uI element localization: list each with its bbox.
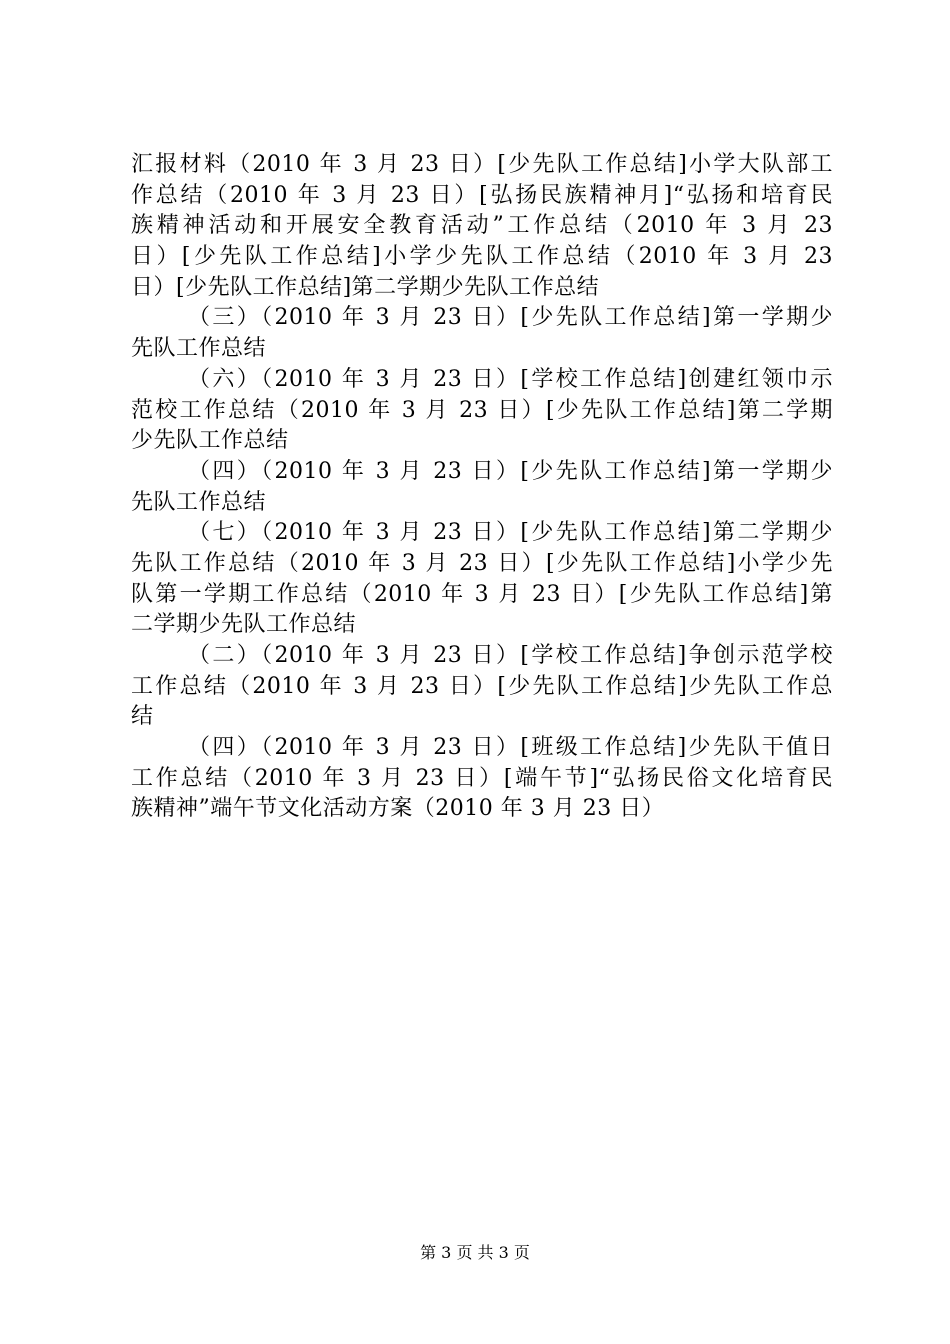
paragraph-line: 工作总结（2010 年 3 月 23 日）[少先队工作总结]少先队工作总	[131, 673, 833, 699]
paragraph-line: 族精神活动和开展安全教育活动”工作总结（2010 年 3 月 23	[131, 213, 833, 239]
paragraph-line: 二学期少先队工作总结	[131, 612, 357, 638]
paragraph	[131, 150, 833, 303]
paragraph	[131, 518, 833, 641]
paragraph-line: 日）[少先队工作总结]第二学期少先队工作总结	[131, 274, 600, 300]
paragraph	[131, 733, 833, 825]
paragraph-line: 先队工作总结	[131, 489, 267, 515]
paragraph-line: 先队工作总结（2010 年 3 月 23 日）[少先队工作总结]小学少先	[131, 550, 833, 576]
paragraph-line: 工作总结（2010 年 3 月 23 日）[端午节]“弘扬民俗文化培育民	[131, 765, 833, 791]
document-body	[131, 150, 833, 825]
paragraph-line: （二）（2010 年 3 月 23 日）[学校工作总结]争创示范学校	[188, 643, 833, 668]
paragraph-line: 作总结（2010 年 3 月 23 日）[弘扬民族精神月]“弘扬和培育民	[131, 182, 833, 208]
paragraph-line: 队第一学期工作总结（2010 年 3 月 23 日）[少先队工作总结]第	[131, 581, 833, 607]
paragraph-line: 范校工作总结（2010 年 3 月 23 日）[少先队工作总结]第二学期	[131, 397, 833, 423]
paragraph-line: （四）（2010 年 3 月 23 日）[少先队工作总结]第一学期少	[188, 458, 833, 484]
paragraph	[131, 365, 833, 457]
paragraph-line: （三）（2010 年 3 月 23 日）[少先队工作总结]第一学期少	[188, 305, 833, 331]
paragraph-line: （六）（2010 年 3 月 23 日）[学校工作总结]创建红领巾示	[188, 366, 833, 392]
paragraph-line: 族精神”端午节文化活动方案（2010 年 3 月 23 日）	[131, 796, 665, 822]
paragraph-line: 先队工作总结	[131, 336, 267, 362]
paragraph-line: （四）（2010 年 3 月 23 日）[班级工作总结]少先队干值日	[188, 735, 833, 761]
paragraph-line: 结	[131, 704, 154, 730]
paragraph-line: 汇报材料（2010 年 3 月 23 日）[少先队工作总结]小学大队部工	[131, 152, 833, 177]
paragraph	[131, 303, 833, 364]
paragraph-line: （七）（2010 年 3 月 23 日）[少先队工作总结]第二学期少	[188, 520, 833, 546]
paragraph	[131, 457, 833, 518]
paragraph-line: 日）[少先队工作总结]小学少先队工作总结（2010 年 3 月 23	[131, 244, 833, 270]
paragraph	[131, 641, 833, 733]
page-footer: 第 3 页 共 3 页	[420, 1243, 530, 1262]
paragraph-line: 少先队工作总结	[131, 428, 289, 454]
